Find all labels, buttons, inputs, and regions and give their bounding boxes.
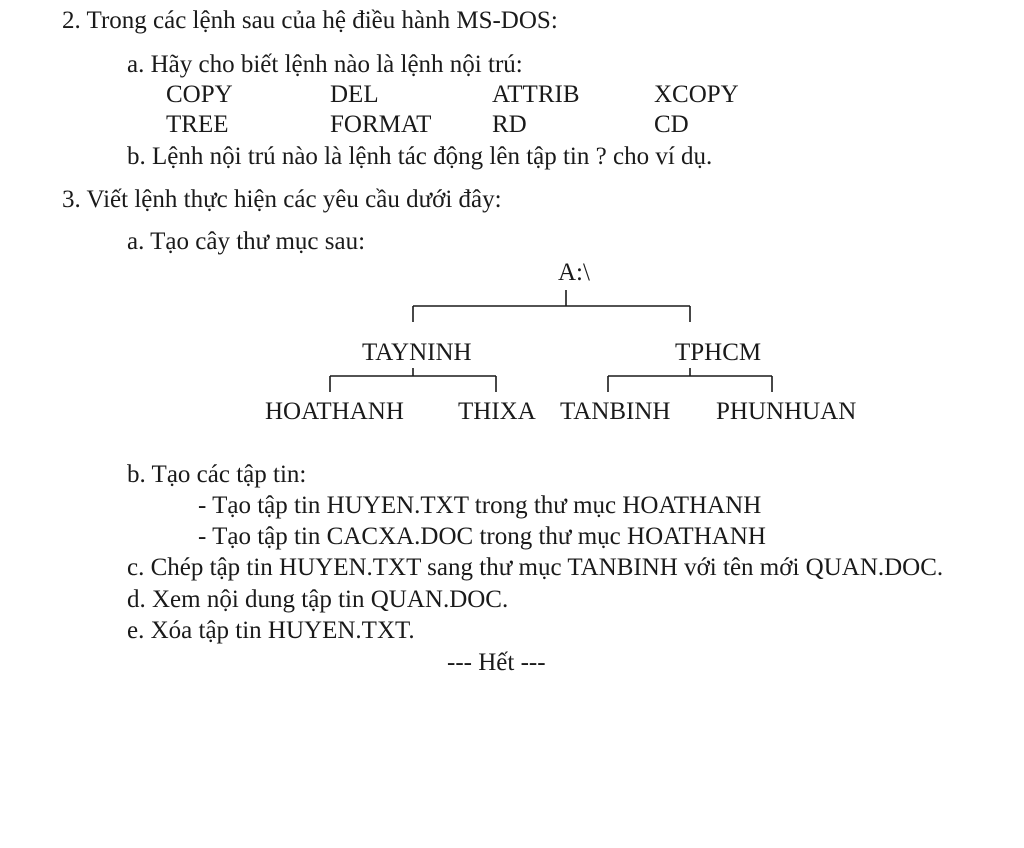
question-2-title: 2. Trong các lệnh sau của hệ điều hành MS-DOS: <box>62 7 558 34</box>
command-cd: CD <box>654 111 689 138</box>
document-footer: --- Hết --- <box>447 649 546 676</box>
tree-node-tanbinh: TANBINH <box>560 398 671 425</box>
tree-node-root: A:\ <box>558 259 590 286</box>
question-2a: a. Hãy cho biết lệnh nào là lệnh nội trú: <box>127 51 523 78</box>
command-tree: TREE <box>166 111 229 138</box>
command-del: DEL <box>330 81 379 108</box>
command-copy: COPY <box>166 81 233 108</box>
question-3b: b. Tạo các tập tin: <box>127 461 307 488</box>
tree-node-hoathanh: HOATHANH <box>265 398 404 425</box>
tree-node-tayninh: TAYNINH <box>362 339 472 366</box>
command-rd: RD <box>492 111 527 138</box>
tree-node-phunhuan: PHUNHUAN <box>716 398 857 425</box>
command-attrib: ATTRIB <box>492 81 580 108</box>
command-xcopy: XCOPY <box>654 81 739 108</box>
tree-node-thixa: THIXA <box>458 398 536 425</box>
question-3-title: 3. Viết lệnh thực hiện các yêu cầu dưới đây: <box>62 186 502 213</box>
question-3b-item: - Tạo tập tin CACXA.DOC trong thư mục HOATHANH <box>198 523 766 550</box>
question-3d: d. Xem nội dung tập tin QUAN.DOC. <box>127 586 509 613</box>
question-2b: b. Lệnh nội trú nào là lệnh tác động lên tập tin ? cho ví dụ. <box>127 143 713 170</box>
question-3e: e. Xóa tập tin HUYEN.TXT. <box>127 617 415 644</box>
tree-node-tphcm: TPHCM <box>675 339 762 366</box>
question-3b-item: - Tạo tập tin HUYEN.TXT trong thư mục HOATHANH <box>198 492 762 519</box>
command-format: FORMAT <box>330 111 432 138</box>
question-3a: a. Tạo cây thư mục sau: <box>127 228 366 255</box>
question-3c: c. Chép tập tin HUYEN.TXT sang thư mục TANBINH với tên mới QUAN.DOC. <box>127 554 944 581</box>
